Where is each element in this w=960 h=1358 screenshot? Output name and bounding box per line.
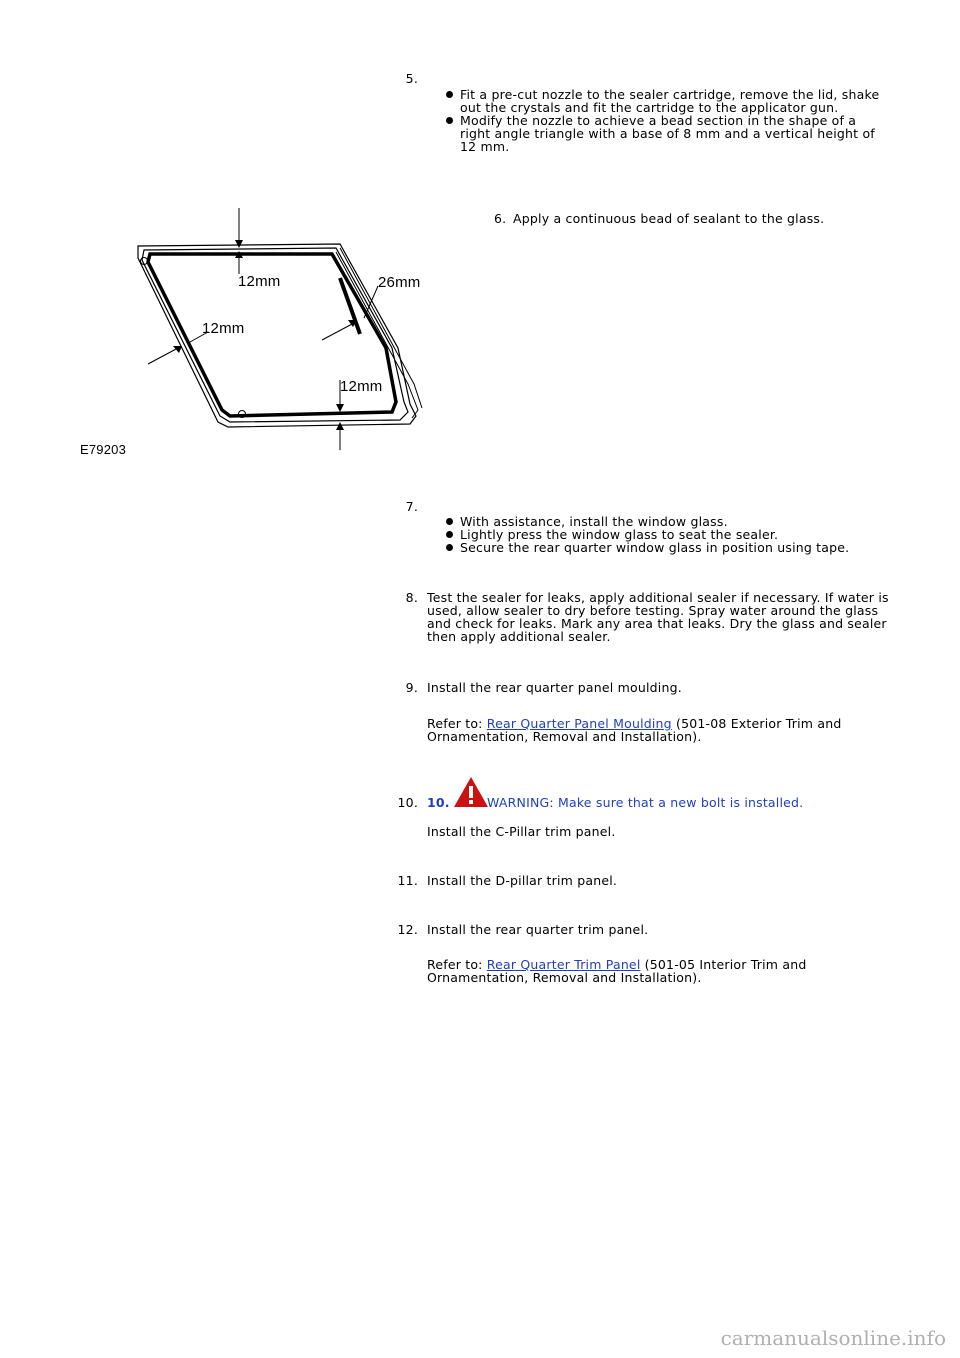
rear-quarter-panel-moulding-link[interactable]: Rear Quarter Panel Moulding [486,716,672,731]
warning-number: 10. [427,795,450,810]
step-7-bullets [460,515,890,554]
step-11-text: Install the D-pillar trim panel. [427,873,618,888]
step-6-number: 6. [494,211,507,226]
sealant-diagram [78,198,438,460]
step-9-refer [427,717,892,743]
step-12-number: 12. [397,922,418,937]
step-10-warning [427,796,892,809]
step-9-text: Install the rear quarter panel moulding. [427,680,682,695]
step-7-bullet-2: Lightly press the window glass to seat the sealer. [460,528,890,541]
dim-label-left: 12mm [202,320,245,337]
dim-label-top: 12mm [238,273,281,290]
step-5-number: 5. [405,71,418,86]
step-12-refer-prefix: Refer to: [427,957,487,972]
step-10-text: Install the C-Pillar trim panel. [427,824,616,839]
step-9-refer-suffix: (501-08 Exterior Trim and Ornamentation, Removal and Installation). [427,716,842,744]
step-10-number: 10. [397,795,418,810]
step-12-text: Install the rear quarter trim panel. [427,922,649,937]
step-7-bullet-1: With assistance, install the window glass. [460,515,890,528]
step-6-text: Apply a continuous bead of sealant to the glass. [513,211,825,226]
warning-text: WARNING: Make sure that a new bolt is installed. [487,795,804,810]
step-12-refer [427,958,892,984]
step-9-number: 9. [405,680,418,695]
step-12-refer-suffix: (501-05 Interior Trim and Ornamentation, Removal and Installation). [427,957,807,985]
dim-label-bottom: 12mm [340,378,383,395]
step-8-number: 8. [405,590,418,605]
dim-label-right: 26mm [378,274,421,291]
step-8-text: Test the sealer for leaks, apply additional sealer if necessary. If water is used, allow sealer to dry before testing. Spray water around the glass and check for leaks. Mark any area that leaks. Dry the glass and sealer then apply additional sealer. [427,590,889,644]
figure-id: E79203 [80,442,127,457]
step-5-bullet-1: Fit a pre-cut nozzle to the sealer cartridge, remove the lid, shake out the crystals and fit the cartridge to the applicator gun. [460,88,890,114]
rear-quarter-trim-panel-link[interactable]: Rear Quarter Trim Panel [486,957,641,972]
step-5-bullets [460,88,890,153]
footer-watermark: carmanualsonline.info [720,1326,946,1350]
step-9-refer-prefix: Refer to: [427,716,487,731]
step-7-bullet-3: Secure the rear quarter window glass in position using tape. [460,541,890,554]
step-5-bullet-2: Modify the nozzle to achieve a bead section in the shape of a right angle triangle with a base of 8 mm and a vertical height of 12 mm. [460,114,890,153]
warning-icon [453,776,489,808]
step-11-number: 11. [397,873,418,888]
step-7-number: 7. [405,499,418,514]
